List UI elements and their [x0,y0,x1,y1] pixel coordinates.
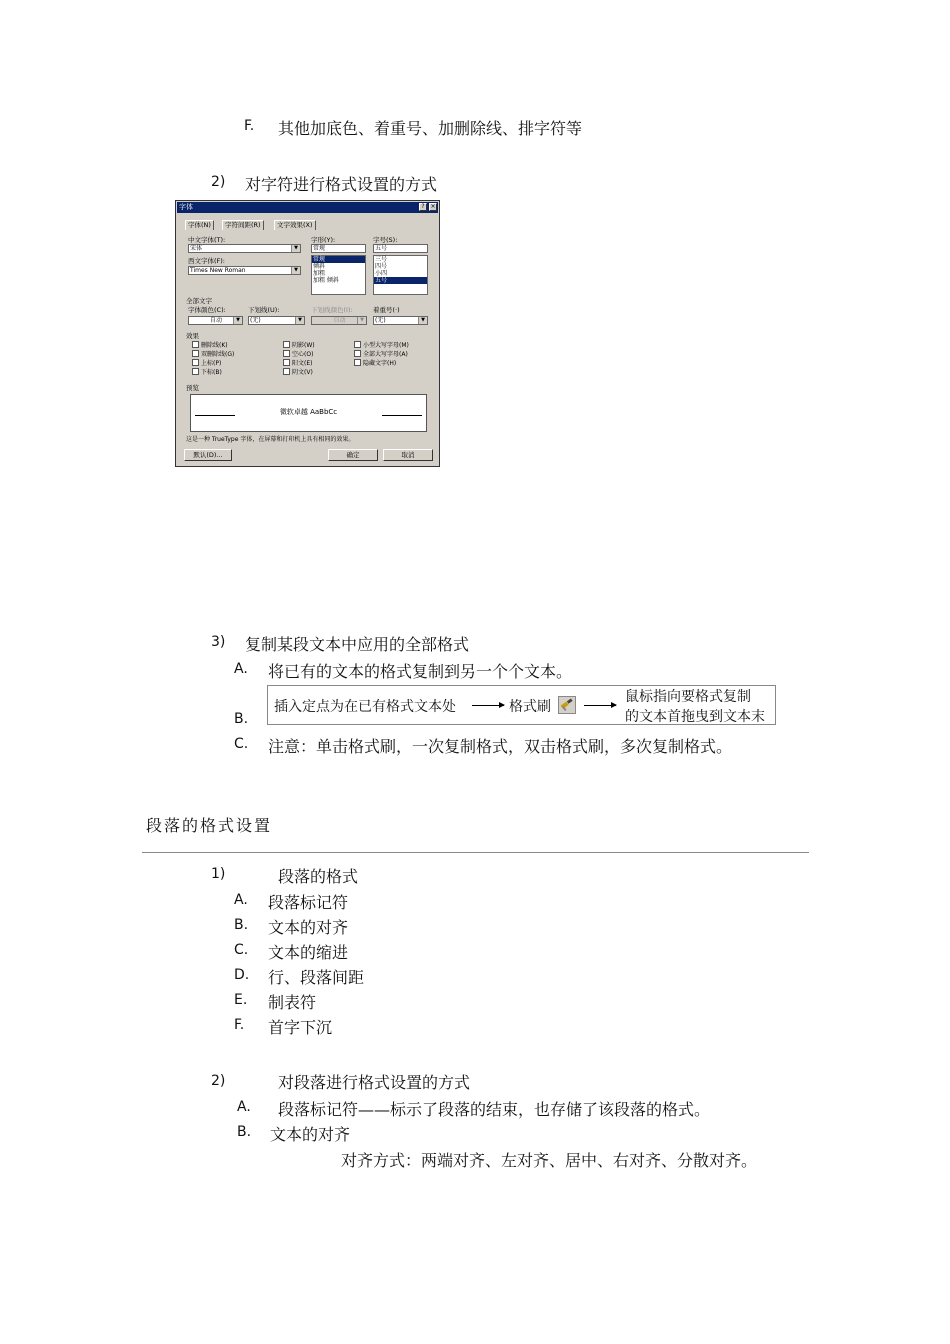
checkbox-hidden[interactable]: 隐藏文字(H) [354,359,396,368]
flow-step-3-line-2: 的文本首拖曳到文本末 [625,709,765,725]
arrow-icon [584,705,616,706]
underline-label: 下划线(U): [248,306,280,314]
list-item[interactable]: 小四 [375,270,388,277]
list-marker: 1) [211,866,226,882]
list-item-text: 文本的缩进 [268,943,349,962]
list-marker: E. [234,992,248,1008]
list-marker: A. [234,661,248,677]
list-item-text: 复制某段文本中应用的全部格式 [245,635,470,654]
arrow-icon [472,705,504,706]
help-icon[interactable]: ? [419,203,427,211]
list-marker: D. [234,967,250,983]
style-listbox[interactable] [311,255,366,295]
emphasis-select[interactable] [373,316,428,325]
list-item-text: 注意：单击格式刷，一次复制格式，双击格式刷，多次复制格式。 [268,737,733,756]
list-marker: C. [234,736,249,752]
chevron-down-icon: ▼ [418,317,427,324]
truetype-info: 这是一种 TrueType 字体，在屏幕和打印机上具有相同的效果。 [186,436,355,443]
close-icon[interactable]: × [430,203,436,210]
checkbox-subscript[interactable]: 下标(B) [192,368,222,377]
dialog-title-bar [177,202,438,213]
cancel-button[interactable]: 取消 [383,449,433,461]
list-marker: F. [244,118,255,134]
tab-spacing[interactable]: 字符间距(R) [222,220,264,230]
checkbox-outline[interactable]: 空心(O) [283,350,313,359]
list-item[interactable]: 三号 [375,256,388,263]
all-text-label: 全部文字 [186,297,212,305]
list-item-text: 文本的对齐 [268,918,349,937]
underline-color-select [311,316,367,325]
list-marker: A. [234,892,248,908]
checkbox-strikethrough[interactable]: 删除线(K) [192,341,228,350]
preview-box [190,394,427,432]
list-item-text: 首字下沉 [268,1018,333,1037]
western-font-value: Times New Roman [190,267,246,274]
chinese-font-label: 中文字体(T): [188,236,226,244]
checkbox-shadow[interactable]: 阴影(W) [283,341,315,350]
western-font-select[interactable] [188,266,301,275]
font-color-value: 自动 [209,317,222,324]
list-marker: F. [234,1017,245,1033]
checkbox-superscript[interactable]: 上标(P) [192,359,221,368]
list-item[interactable]: 常规 [312,256,365,263]
chevron-down-icon: ▼ [291,267,300,274]
list-item-text: 段落标记符——标示了段落的结束，也存储了该段落的格式。 [278,1100,711,1119]
style-label: 字形(Y): [311,236,336,244]
checkbox-all-caps[interactable]: 全部大写字母(A) [354,350,408,359]
list-item-text: 行、段落间距 [268,968,365,987]
ok-button[interactable]: 确定 [328,449,378,461]
list-item-text: 将已有的文本的格式复制到另一个个文本。 [268,662,573,681]
list-marker: 2) [211,1073,226,1089]
chevron-down-icon: ▼ [233,317,242,324]
chevron-down-icon: ▼ [295,317,304,324]
list-item-text: 制表符 [268,993,317,1012]
underline-value: (无) [250,317,261,324]
checkbox-small-caps[interactable]: 小型大写字母(M) [354,341,409,350]
chevron-down-icon: ▼ [357,317,366,324]
heading-divider [142,852,809,853]
emphasis-value: (无) [375,317,386,324]
font-color-label: 字体颜色(C): [188,306,226,314]
list-marker: C. [234,942,249,958]
alignment-note: 对齐方式：两端对齐、左对齐、居中、右对齐、分散对齐。 [341,1151,758,1170]
list-item-text: 其他加底色、着重号、加删除线、排字符等 [278,119,583,138]
underline-color-label: 下划线颜色(I): [311,306,353,314]
preview-label: 预览 [186,384,199,392]
tab-font[interactable]: 字体(N) [185,220,214,230]
western-font-label: 西文字体(F): [188,257,226,265]
default-button[interactable]: 默认(D)... [184,449,232,461]
effects-label: 效果 [186,332,199,340]
checkbox-double-strikethrough[interactable]: 双删除线(G) [192,350,234,359]
emphasis-label: 着重号(·) [373,306,400,314]
list-item[interactable]: 五号 [374,277,427,284]
style-input[interactable]: 常规 [311,244,366,253]
list-item[interactable]: 加粗 倾斜 [313,277,339,284]
tab-effects[interactable]: 文字效果(X) [274,220,316,230]
font-dialog-screenshot [175,200,440,467]
flow-step-1: 插入定点为在已有格式文本处 [274,699,456,715]
flow-step-3-line-1: 鼠标指向要格式复制 [625,689,751,705]
list-item[interactable]: 倾斜 [313,263,326,270]
underline-color-value: 自动 [333,317,346,324]
underline-select[interactable] [248,316,305,325]
chinese-font-select[interactable] [188,244,301,253]
dialog-title: 字体 [179,203,193,211]
checkbox-emboss[interactable]: 阳文(E) [283,359,312,368]
section-heading: 段落的格式设置 [146,816,273,835]
flow-step-2: 格式刷 [509,699,551,715]
checkbox-engrave[interactable]: 阴文(V) [283,368,313,377]
list-marker: B. [234,917,249,933]
list-item[interactable]: 加粗 [313,270,326,277]
format-painter-flow-diagram [267,685,776,725]
size-listbox[interactable] [373,255,428,295]
list-marker: 2) [211,174,226,190]
list-item-text: 对段落进行格式设置的方式 [278,1073,471,1092]
list-item-text: 段落的格式 [278,867,359,886]
list-marker: B. [234,711,249,727]
size-label: 字号(S): [373,236,398,244]
format-painter-icon [558,696,576,714]
list-item-text: 段落标记符 [268,893,349,912]
list-marker: B. [237,1124,252,1140]
list-marker: 3) [211,634,226,650]
font-color-select[interactable] [188,316,243,325]
list-item[interactable]: 四号 [375,263,388,270]
preview-text: 微软卓越 AaBbCc [279,408,338,416]
size-input[interactable]: 五号 [373,244,428,253]
list-item-text: 对字符进行格式设置的方式 [245,175,438,194]
list-item-text: 文本的对齐 [270,1125,351,1144]
chinese-font-value: 宋体 [190,245,203,252]
chevron-down-icon: ▼ [291,245,300,252]
list-marker: A. [237,1099,251,1115]
